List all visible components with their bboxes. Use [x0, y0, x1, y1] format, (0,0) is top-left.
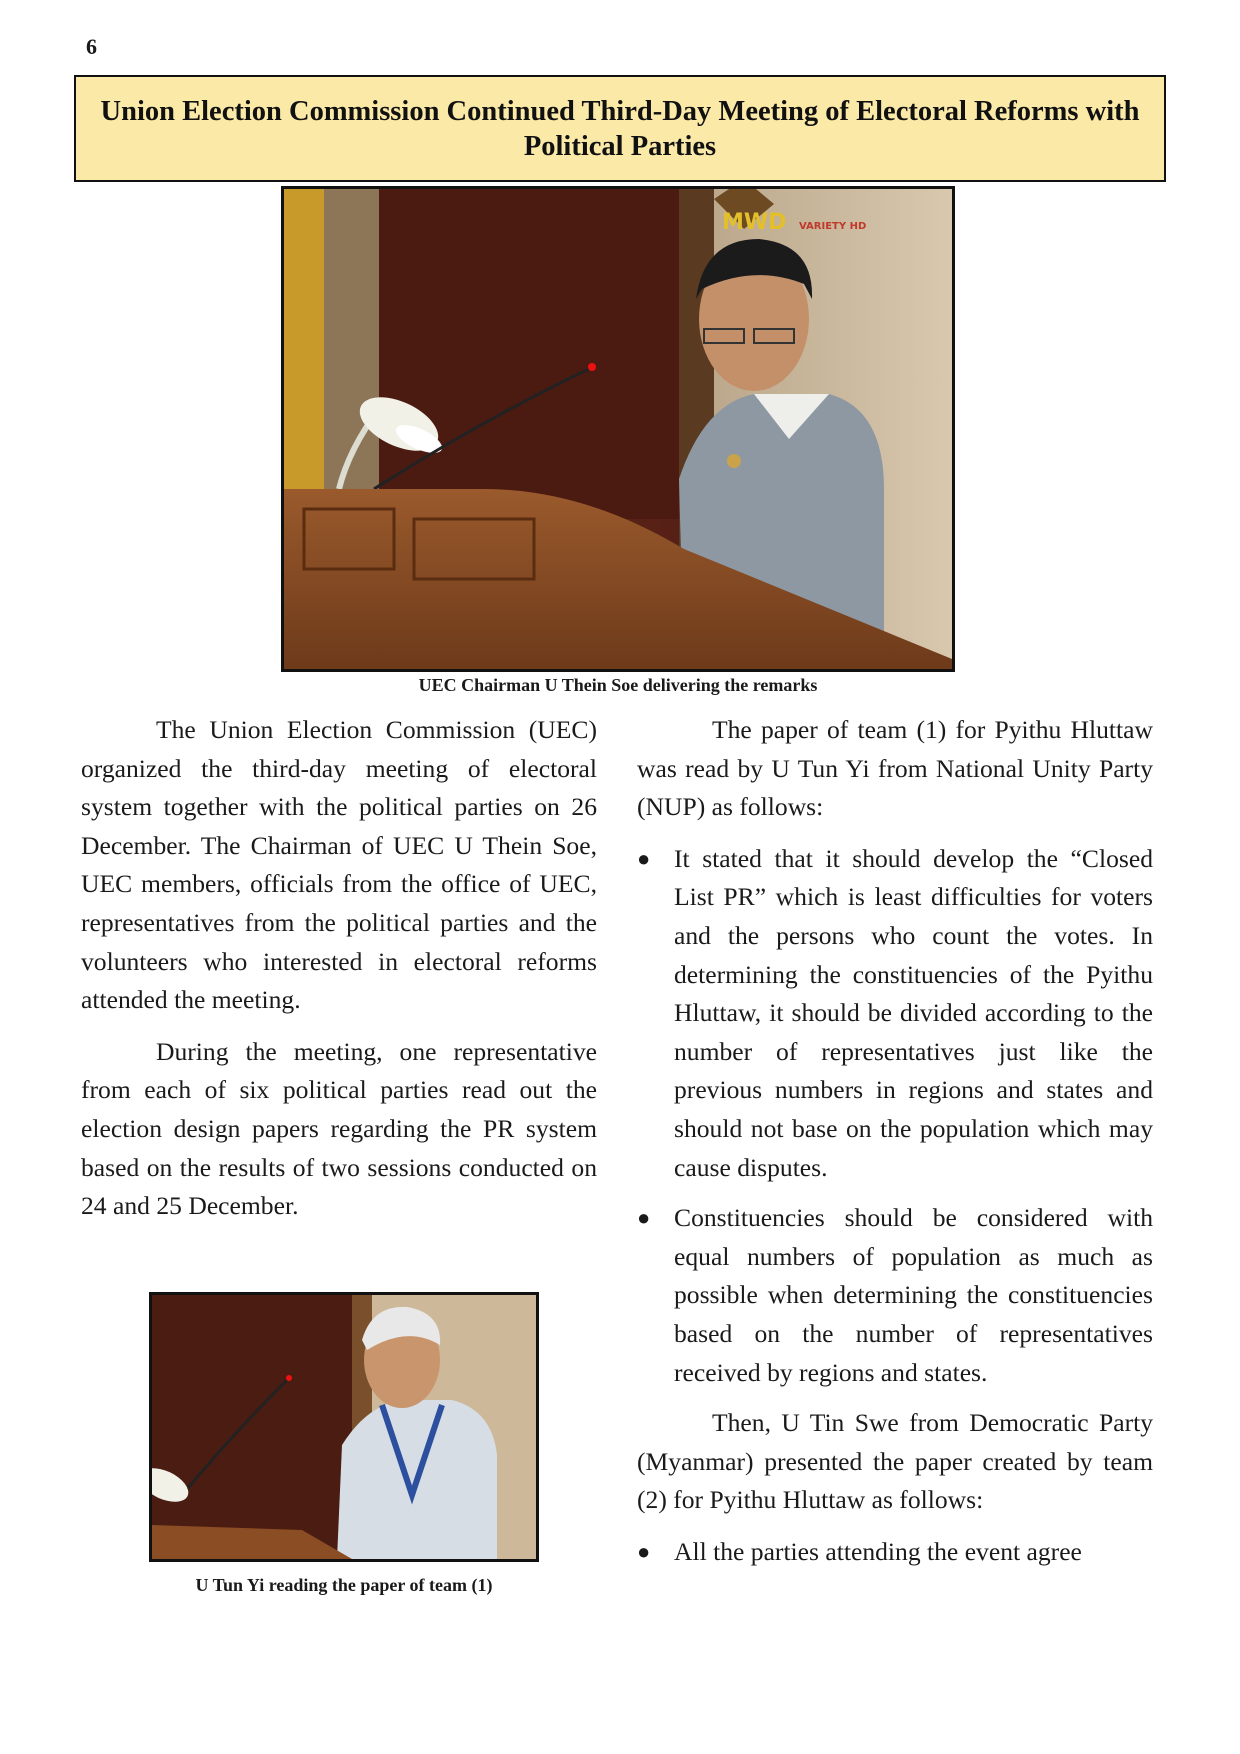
main-photo: [281, 186, 955, 672]
paragraph-team1-intro: The paper of team (1) for Pyithu Hluttaw was read by U Tun Yi from National Unity Party (NUP) as follows:: [637, 715, 1153, 822]
right-column: [637, 711, 1153, 1583]
tv-logo-subtext: VARIETY HD: [799, 221, 867, 232]
team1-bullet-list: [637, 840, 1153, 1392]
paragraph-team2-intro: Then, U Tin Swe from Democratic Party (Myanmar) presented the paper created by team (2) for Pyithu Hluttaw as follows:: [637, 1408, 1153, 1515]
left-column: [81, 711, 597, 1239]
list-item: ● Constituencies should be considered with equal numbers of population as much as possible when determining the constituencies based on the number of representatives received by regions and states.: [637, 1199, 1153, 1392]
paragraph-meeting: During the meeting, one representative from each of six political parties read out the election design papers regarding the PR system based on the results of two sessions conducted on 24 and 25 December.: [81, 1036, 597, 1221]
bullet-icon: ●: [637, 1538, 651, 1564]
list-item: ● It stated that it should develop the “Closed List PR” which is least difficulties for voters and the persons who count the votes. In determining the constituencies of the Pyithu Hluttaw, it should be divided according to the number of representatives just like the previous numbers in regions and states and should not base on the population which may cause disputes.: [637, 840, 1153, 1187]
photo-reader: [152, 1295, 536, 1559]
tv-logo-text: MWD: [722, 210, 787, 235]
list-item: ● All the parties attending the event agree: [637, 1533, 1153, 1572]
bullet-icon: ●: [637, 845, 651, 871]
article-title: Union Election Commission Continued Third-Day Meeting of Electoral Reforms with Political Parties: [100, 95, 1140, 162]
main-photo-caption: UEC Chairman U Thein Soe delivering the remarks: [418, 675, 818, 695]
paragraph-intro: The Union Election Commission (UEC) organized the third-day meeting of electoral system together with the political parties on 26 December. The Chairman of UEC U Thein Soe, UEC members, officials from the office of UEC, representatives from the political parties and the volunteers who interested in electoral reforms attended the meeting.: [81, 715, 597, 1015]
secondary-photo: [149, 1292, 539, 1562]
photo-chairman-speaking: [284, 189, 952, 669]
bullet-icon: ●: [637, 1205, 651, 1231]
page-number: 6: [86, 34, 97, 59]
title-banner: [74, 75, 1166, 182]
team2-bullet-list: [637, 1533, 1153, 1572]
secondary-photo-caption: U Tun Yi reading the paper of team (1): [195, 1575, 493, 1595]
